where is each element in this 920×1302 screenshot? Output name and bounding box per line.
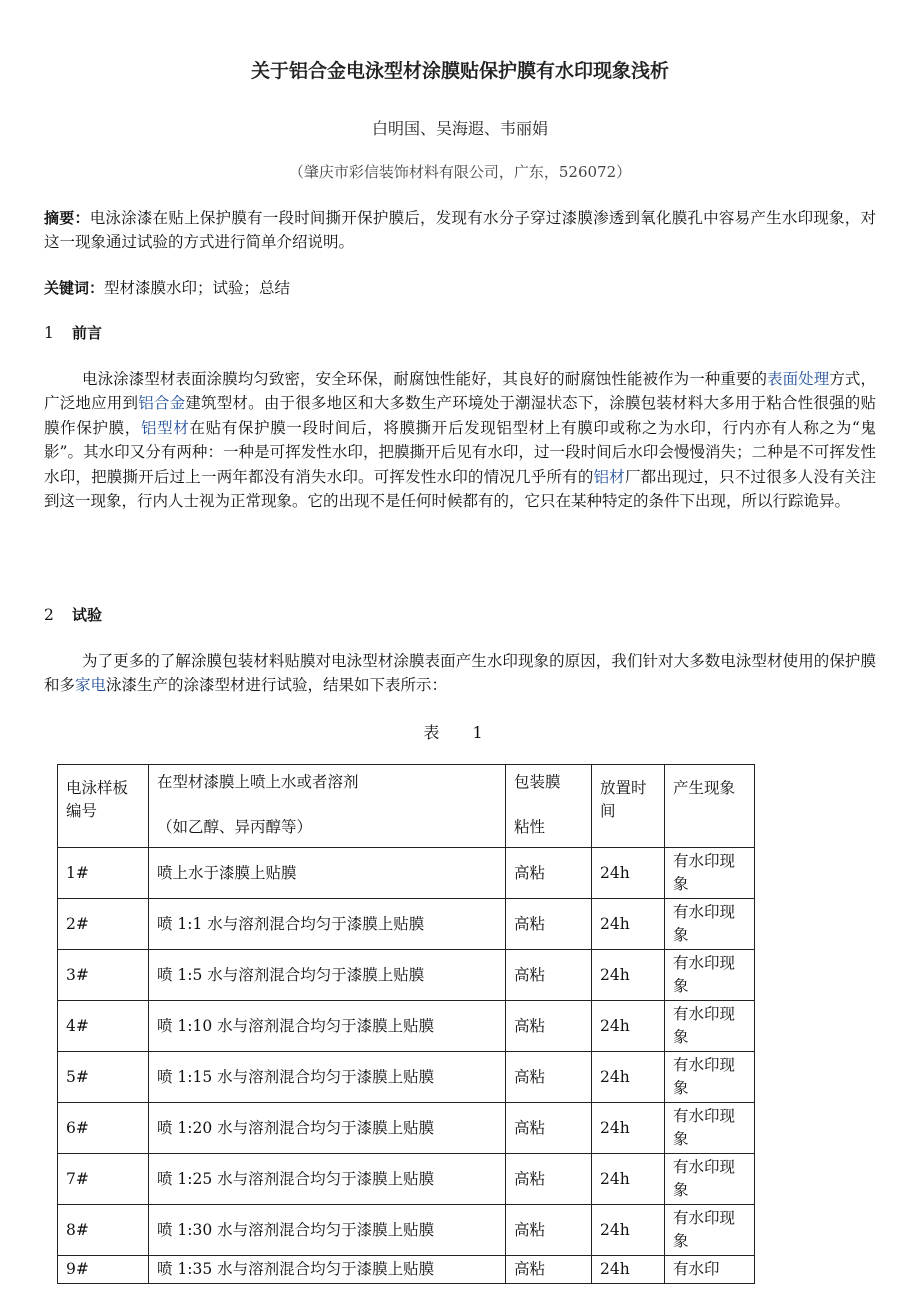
cell-time: 24h (592, 848, 665, 899)
table-caption: 表 1 (423, 723, 497, 742)
header-method: 在型材漆膜上喷上水或者溶剂 （如乙醇、异丙醇等） (149, 765, 506, 848)
cell-method: 喷 1:20 水与溶剂混合均匀于漆膜上贴膜 (149, 1103, 506, 1154)
cell-id: 8# (58, 1205, 149, 1256)
cell-tack: 高粘 (506, 1001, 592, 1052)
cell-id: 6# (58, 1103, 149, 1154)
table-row (58, 1154, 755, 1205)
link-aluminum-alloy[interactable]: 铝合金 (138, 394, 186, 413)
table-header-row (58, 765, 755, 848)
cell-result: 有水印现象 (665, 899, 755, 950)
section-2-heading (44, 604, 102, 625)
cell-result: 有水印 (665, 1256, 755, 1284)
abstract (44, 206, 876, 255)
cell-time: 24h (592, 1001, 665, 1052)
keywords-text: 型材漆膜水印；试验；总结 (104, 279, 291, 297)
cell-tack: 高粘 (506, 1103, 592, 1154)
cell-id: 2# (58, 899, 149, 950)
header-time: 放置时间 (592, 765, 665, 848)
cell-time: 24h (592, 1205, 665, 1256)
cell-time: 24h (592, 1256, 665, 1284)
link-home-appliance[interactable]: 家电 (75, 676, 107, 695)
table-row (58, 1103, 755, 1154)
cell-tack: 高粘 (506, 950, 592, 1001)
table-row (58, 848, 755, 899)
cell-method: 喷 1:30 水与溶剂混合均匀于漆膜上贴膜 (149, 1205, 506, 1256)
cell-tack: 高粘 (506, 1205, 592, 1256)
cell-time: 24h (592, 899, 665, 950)
link-aluminum-material[interactable]: 铝材 (593, 467, 625, 486)
cell-id: 9# (58, 1256, 149, 1284)
results-table (57, 764, 755, 1284)
table-row (58, 950, 755, 1001)
cell-id: 1# (58, 848, 149, 899)
cell-result: 有水印现象 (665, 1052, 755, 1103)
header-sample-id: 电泳样板编号 (58, 765, 149, 848)
cell-result: 有水印现象 (665, 1001, 755, 1052)
cell-method: 喷 1:35 水与溶剂混合均匀于漆膜上贴膜 (149, 1256, 506, 1284)
section-1-number: 1 (44, 324, 54, 342)
link-surface-treatment[interactable]: 表面处理 (767, 370, 830, 388)
cell-method: 喷 1:1 水与溶剂混合均匀于漆膜上贴膜 (149, 899, 506, 950)
cell-tack: 高粘 (506, 848, 592, 899)
section-2-title: 试验 (72, 606, 103, 624)
section-1-paragraph (44, 367, 876, 513)
s1-text-b: 方式，广泛地应用到 (44, 370, 876, 413)
cell-method: 喷 1:15 水与溶剂混合均匀于漆膜上贴膜 (149, 1052, 506, 1103)
keywords-label: 关键词： (44, 279, 105, 297)
cell-result: 有水印现象 (665, 950, 755, 1001)
cell-tack: 高粘 (506, 1052, 592, 1103)
cell-result: 有水印现象 (665, 1103, 755, 1154)
cell-time: 24h (592, 1154, 665, 1205)
cell-method: 喷上水于漆膜上贴膜 (149, 848, 506, 899)
cell-result: 有水印现象 (665, 1154, 755, 1205)
section-2-paragraph (44, 649, 876, 698)
cell-id: 3# (58, 950, 149, 1001)
cell-id: 5# (58, 1052, 149, 1103)
s1-text-a: 电泳涂漆型材表面涂膜均匀致密，安全环保，耐腐蚀性能好，其良好的耐腐蚀性能被作为一种重要的 (82, 370, 768, 388)
cell-method: 喷 1:10 水与溶剂混合均匀于漆膜上贴膜 (149, 1001, 506, 1052)
link-aluminum-profile[interactable]: 铝型材 (140, 418, 190, 437)
cell-result: 有水印现象 (665, 1205, 755, 1256)
s1-text-d: 在贴有保护膜一段时间后，将膜撕开后发现铝型材上有膜印或称之为水印，行内亦有人称之为“鬼影”。其水印又分有两种：一种是可挥发性水印，把膜撕开后见有水印，过一段时间后水印会慢慢消失；二种是不可挥发性水印，把膜撕开后过上一两年都没有消失水印。可挥发性水印的情况几乎所有的 (44, 418, 876, 486)
table-row (58, 1256, 755, 1284)
cell-method: 喷 1:5 水与溶剂混合均匀于漆膜上贴膜 (149, 950, 506, 1001)
cell-result: 有水印现象 (665, 848, 755, 899)
table-row (58, 1052, 755, 1103)
cell-time: 24h (592, 1103, 665, 1154)
section-1-heading (44, 322, 102, 343)
cell-time: 24h (592, 1052, 665, 1103)
table-row (58, 1205, 755, 1256)
cell-id: 7# (58, 1154, 149, 1205)
keywords (44, 276, 876, 300)
s2-text-b: 泳漆生产的涂漆型材进行试验，结果如下表所示： (106, 676, 448, 695)
table-row (58, 899, 755, 950)
cell-time: 24h (592, 950, 665, 1001)
cell-method: 喷 1:25 水与溶剂混合均匀于漆膜上贴膜 (149, 1154, 506, 1205)
cell-tack: 高粘 (506, 1154, 592, 1205)
s1-text-e: 厂都出现过，只不过很多人没有关注到这一现象，行内人士视为正常现象。它的出现不是任何时候都有的，它只在某种特定的条件下出现，所以行踪诡异。 (44, 467, 876, 511)
section-1-title: 前言 (72, 324, 103, 342)
affiliation: （肇庆市彩信装饰材料有限公司，广东，526072） (288, 163, 632, 181)
authors: 白明国、吴海遐、韦丽娟 (371, 119, 548, 138)
header-film-tack: 包装膜 粘性 (506, 765, 592, 848)
cell-tack: 高粘 (506, 1256, 592, 1284)
cell-id: 4# (58, 1001, 149, 1052)
cell-tack: 高粘 (506, 899, 592, 950)
header-result: 产生现象 (665, 765, 755, 848)
table-row (58, 1001, 755, 1052)
section-2-number: 2 (44, 606, 54, 624)
s2-text-a: 为了更多的了解涂膜包装材料贴膜对电泳型材涂膜表面产生水印现象的原因，我们针对大多数电泳型材使用的保护膜和多 (44, 652, 876, 695)
abstract-text: 电泳涂漆在贴上保护膜有一段时间撕开保护膜后，发现有水分子穿过漆膜渗透到氧化膜孔中容易产生水印现象，对这一现象通过试验的方式进行简单介绍说明。 (44, 209, 876, 252)
s1-text-c: 建筑型材。由于很多地区和大多数生产环境处于潮湿状态下，涂膜包装材料大多用于粘合性很强的贴膜作保护膜， (44, 394, 876, 437)
abstract-label: 摘要： (44, 209, 90, 227)
document-title: 关于铝合金电泳型材涂膜贴保护膜有水印现象浅析 (250, 60, 669, 82)
